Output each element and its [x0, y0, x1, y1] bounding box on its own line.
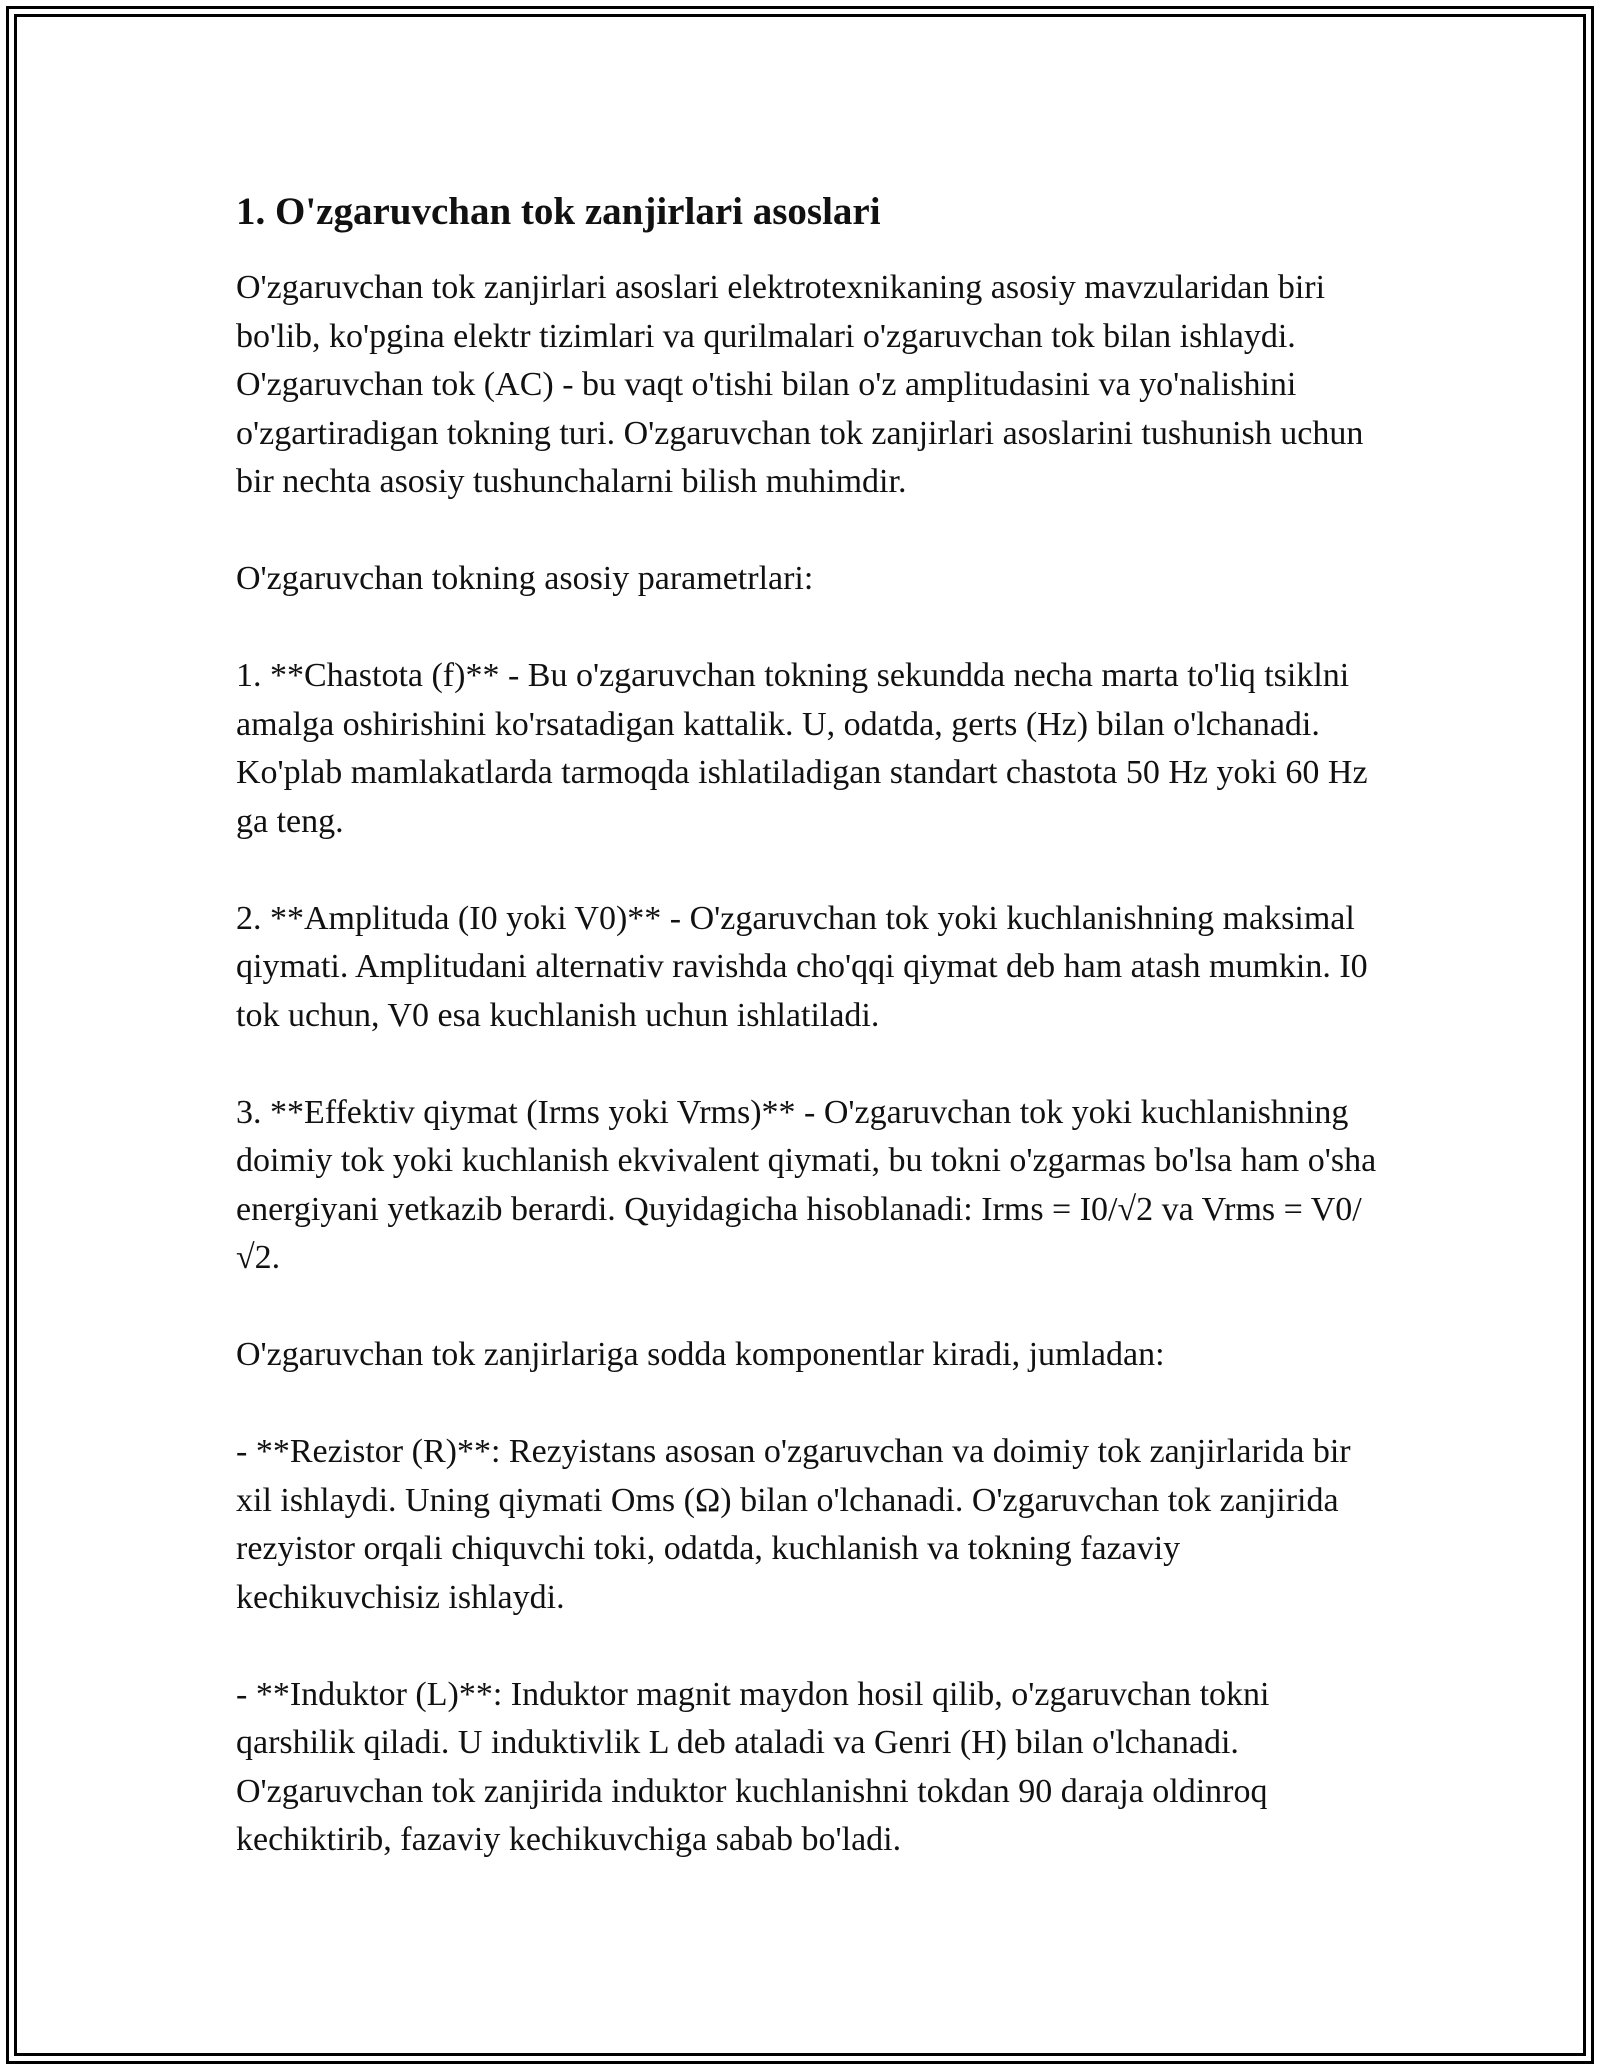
parameters-intro: O'zgaruvchan tokning asosiy parametrlari: — [236, 560, 814, 597]
intro-paragraph: O'zgaruvchan tok zanjirlari asoslari elektrotexnikaning asosiy mavzularidan biri bo'lib, ko'pgina elektr tizimlari va qurilmalari o'zgaruvchan tok bilan ishlaydi. O'zgaruvchan tok (AC) - bu vaqt o'tishi bilan o'z amplitudasini va yo'nalishini o'zgartiradigan tokning turi. O'zgaruvchan tok zanjirlari asoslarini tushunish uchun bir nechta asosiy tushunchalarni bilish muhimdir. — [236, 269, 1364, 500]
component-inductor: - **Induktor (L)**: Induktor magnit maydon hosil qilib, o'zgaruvchan tokni qarshilik qiladi. U induktivlik L deb ataladi va Genri (H) bilan o'lchanadi. O'zgaruvchan tok zanjirida induktor kuchlanishni tokdan 90 daraja oldinroq kechiktirib, fazaviy kechikuvchiga sabab bo'ladi. — [236, 1675, 1270, 1858]
parameter-amplitude: 2. **Amplituda (I0 yoki V0)** - O'zgaruvchan tok yoki kuchlanishning maksimal qiymati. Amplitudani alternativ ravishda cho'qqi qiymat deb ham atash mumkin. I0 tok uchun, V0 esa kuchlanish uchun ishlatiladi. — [236, 899, 1368, 1034]
parameter-frequency: 1. **Chastota (f)** - Bu o'zgaruvchan tokning sekundda necha marta to'liq tsiklni amalga oshirishini ko'rsatadigan kattalik. U, odatda, gerts (Hz) bilan o'lchanadi. Ko'plab mamlakatlarda tarmoqda ishlatiladigan standart chastota 50 Hz yoki 60 Hz ga teng. — [236, 657, 1368, 840]
section-heading: 1. O'zgaruvchan tok zanjirlari asoslari — [236, 190, 881, 233]
component-resistor: - **Rezistor (R)**: Rezyistans asosan o'zgaruvchan va doimiy tok zanjirlarida bir xil ishlaydi. Uning qiymati Oms (Ω) bilan o'lchanadi. O'zgaruvchan tok zanjirida rezyistor orqali chiquvchi toki, odatda, kuchlanish va tokning fazaviy kechikuvchisiz ishlaydi. — [236, 1433, 1351, 1616]
document-body — [236, 186, 1386, 1865]
parameter-effective-value: 3. **Effektiv qiymat (Irms yoki Vrms)** - O'zgaruvchan tok yoki kuchlanishning doimiy tok yoki kuchlanish ekvivalent qiymati, bu tokni o'zgarmas bo'lsa ham o'sha energiyani yetkazib berardi. Quyidagicha hisoblanadi: Irms = I0/√2 va Vrms = V0/√2. — [236, 1093, 1377, 1276]
components-intro: O'zgaruvchan tok zanjirlariga sodda komponentlar kiradi, jumladan: — [236, 1336, 1165, 1373]
